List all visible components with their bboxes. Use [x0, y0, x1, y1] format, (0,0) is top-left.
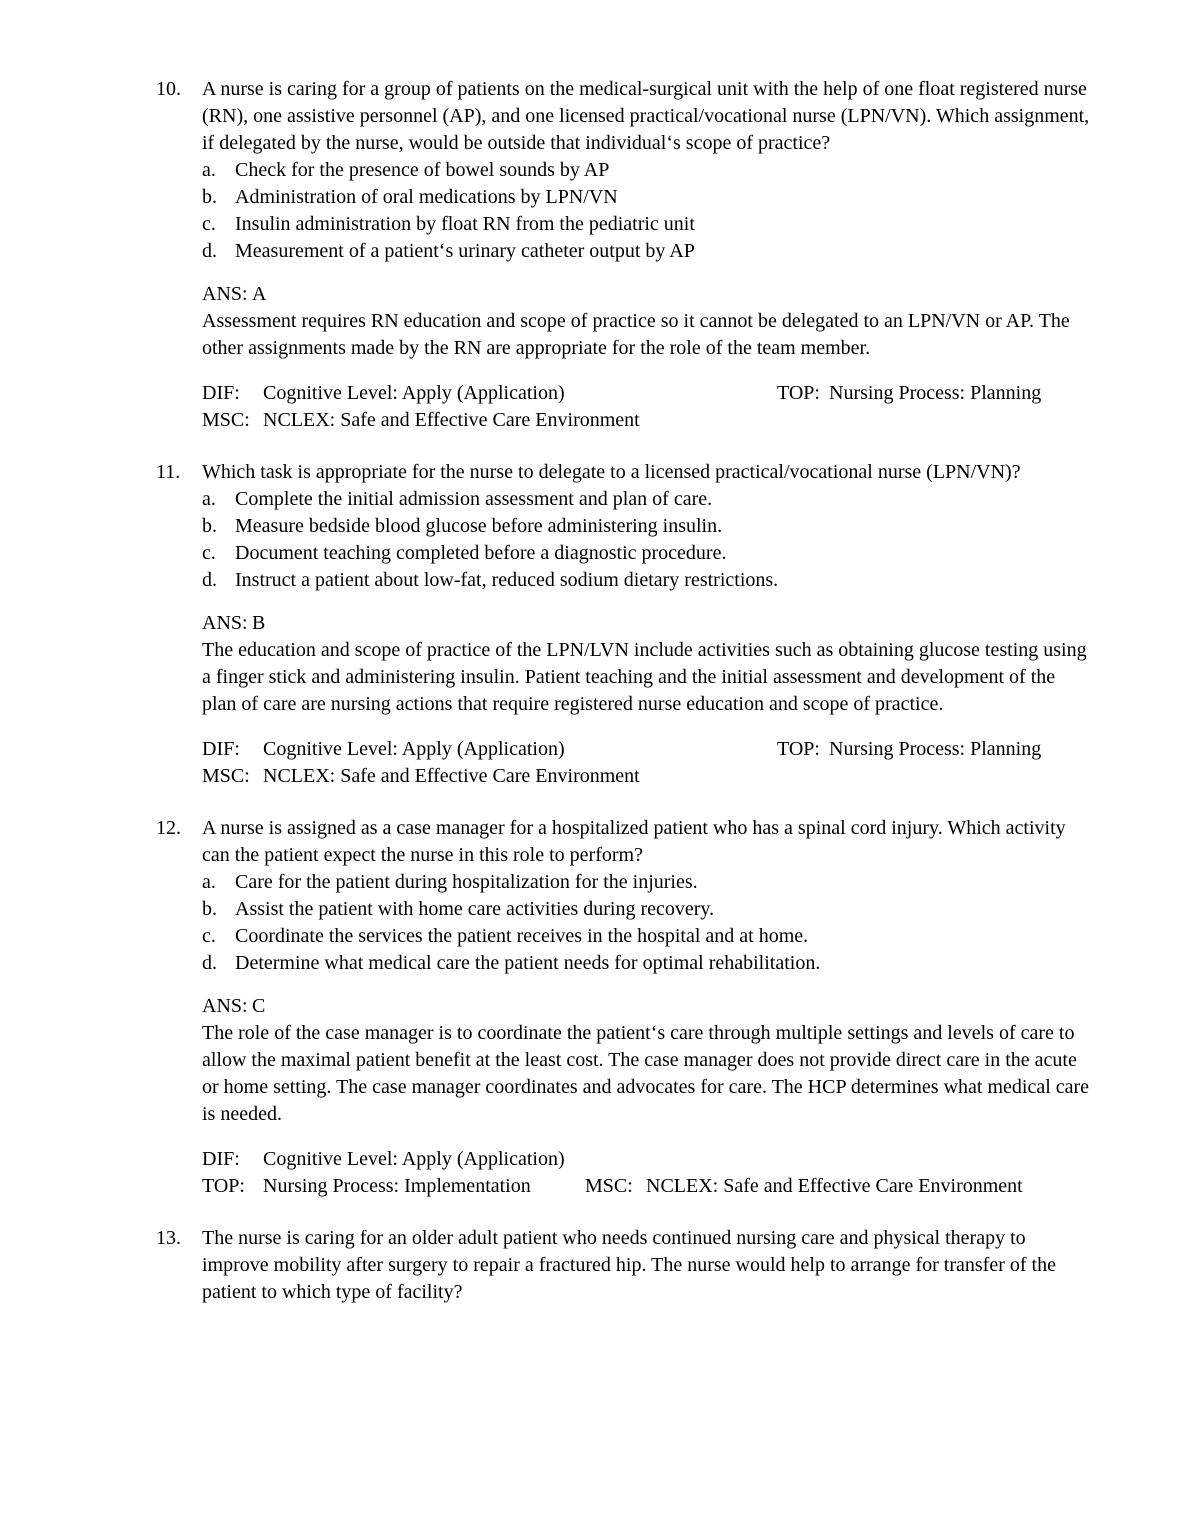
msc-value: NCLEX: Safe and Effective Care Environment: [646, 1175, 1023, 1197]
option-letter: a.: [202, 488, 216, 510]
meta-row-top-msc: [202, 1173, 1090, 1200]
option-letter: b.: [202, 186, 217, 208]
question-body: [202, 1225, 1090, 1306]
option-text: Check for the presence of bowel sounds by AP: [235, 159, 610, 181]
option-b: [202, 513, 1090, 540]
dif-label: DIF:: [202, 382, 240, 404]
option-letter: c.: [202, 925, 216, 947]
answer-section: [202, 281, 1090, 362]
dif-pair: [202, 738, 565, 760]
answer-options: [202, 157, 1090, 265]
option-text: Coordinate the services the patient receives in the hospital and at home.: [235, 925, 809, 947]
dif-value: Cognitive Level: Apply (Application): [263, 738, 565, 760]
question-body: [202, 815, 1090, 1200]
msc-value: NCLEX: Safe and Effective Care Environment: [263, 409, 640, 431]
dif-value: Cognitive Level: Apply (Application): [263, 1148, 565, 1170]
option-text: Measurement of a patient‘s urinary catheter output by AP: [235, 240, 695, 262]
msc-pair: [585, 1173, 1023, 1200]
top-label: TOP:: [202, 1175, 245, 1197]
option-c: [202, 211, 1090, 238]
top-label: TOP:: [777, 382, 820, 404]
option-letter: a.: [202, 871, 216, 893]
rationale-text: The role of the case manager is to coordinate the patient‘s care through multiple settings and levels of care to allow the maximal patient benefit at the least cost. The case manager does not provide direct care in the acute or home setting. The case manager coordinates and advocates for care. The HCP determines what medical care is needed.: [202, 1022, 1090, 1125]
option-b: [202, 184, 1090, 211]
top-value: Nursing Process: Planning: [829, 382, 1042, 404]
answer-label: ANS:: [202, 283, 248, 305]
question-12: [156, 815, 1190, 1200]
msc-value: NCLEX: Safe and Effective Care Environment: [263, 765, 640, 787]
option-text: Determine what medical care the patient needs for optimal rehabilitation.: [235, 952, 821, 974]
msc-label: MSC:: [202, 409, 250, 431]
question-body: [202, 459, 1090, 790]
option-letter: b.: [202, 515, 217, 537]
answer-section: [202, 993, 1090, 1128]
answer-value: B: [252, 612, 266, 634]
option-letter: b.: [202, 898, 217, 920]
option-text: Measure bedside blood glucose before administering insulin.: [235, 515, 723, 537]
meta-block: [202, 1146, 1090, 1200]
top-pair: [202, 1175, 531, 1197]
dif-label: DIF:: [202, 1148, 240, 1170]
answer-label: ANS:: [202, 995, 248, 1017]
meta-row-dif: [202, 1146, 1090, 1173]
answer-section: [202, 610, 1090, 718]
question-11: [156, 459, 1190, 790]
option-d: [202, 950, 1090, 977]
dif-pair: [202, 382, 565, 404]
question-10: [156, 76, 1190, 434]
option-letter: a.: [202, 159, 216, 181]
option-c: [202, 923, 1090, 950]
meta-block: [202, 380, 1090, 434]
question-number: 11.: [156, 461, 181, 483]
msc-label: MSC:: [202, 765, 250, 787]
question-text: The nurse is caring for an older adult patient who needs continued nursing care and physical therapy to improve mobility after surgery to repair a fractured hip. The nurse would help to arrange for transfer of the patient to which type of facility?: [202, 1227, 1056, 1303]
top-label: TOP:: [777, 738, 820, 760]
question-body: [202, 76, 1090, 434]
option-text: Insulin administration by float RN from the pediatric unit: [235, 213, 695, 235]
meta-row-msc: [202, 763, 1090, 790]
question-number: 13.: [156, 1227, 181, 1249]
option-text: Document teaching completed before a diagnostic procedure.: [235, 542, 727, 564]
meta-block: [202, 736, 1090, 790]
option-a: [202, 869, 1090, 896]
option-d: [202, 238, 1090, 265]
option-a: [202, 157, 1090, 184]
option-letter: d.: [202, 952, 217, 974]
option-letter: c.: [202, 213, 216, 235]
dif-value: Cognitive Level: Apply (Application): [263, 382, 565, 404]
meta-row-msc: [202, 407, 1090, 434]
option-letter: d.: [202, 240, 217, 262]
top-pair: [777, 380, 1041, 407]
option-text: Instruct a patient about low-fat, reduced sodium dietary restrictions.: [235, 569, 779, 591]
question-text: Which task is appropriate for the nurse to delegate to a licensed practical/vocational nurse (LPN/VN)?: [202, 461, 1021, 483]
dif-pair: [202, 1148, 565, 1170]
answer-line: [202, 281, 1090, 308]
question-number: 12.: [156, 817, 181, 839]
option-text: Administration of oral medications by LPN/VN: [235, 186, 618, 208]
option-d: [202, 567, 1090, 594]
msc-pair: [202, 409, 640, 431]
question-13: [156, 1225, 1190, 1306]
msc-label: MSC:: [585, 1175, 633, 1197]
dif-label: DIF:: [202, 738, 240, 760]
option-text: Care for the patient during hospitalization for the injuries.: [235, 871, 698, 893]
answer-label: ANS:: [202, 612, 248, 634]
rationale-text: Assessment requires RN education and scope of practice so it cannot be delegated to an LPN/VN or AP. The other assignments made by the RN are appropriate for the role of the team member.: [202, 310, 1070, 359]
answer-value: C: [252, 995, 266, 1017]
answer-value: A: [252, 283, 267, 305]
option-c: [202, 540, 1090, 567]
answer-line: [202, 993, 1090, 1020]
option-text: Assist the patient with home care activities during recovery.: [235, 898, 715, 920]
top-value: Nursing Process: Implementation: [263, 1175, 531, 1197]
top-pair: [777, 736, 1041, 763]
option-b: [202, 896, 1090, 923]
option-letter: d.: [202, 569, 217, 591]
msc-pair: [202, 765, 640, 787]
top-value: Nursing Process: Planning: [829, 738, 1042, 760]
answer-line: [202, 610, 1090, 637]
question-text: A nurse is caring for a group of patients on the medical-surgical unit with the help of one float registered nurse (RN), one assistive personnel (AP), and one licensed practical/vocational nurse (LPN/VN). Which assignment, if delegated by the nurse, would be outside that individual‘s scope of practice?: [202, 78, 1090, 154]
answer-options: [202, 486, 1090, 594]
question-text: A nurse is assigned as a case manager for a hospitalized patient who has a spinal cord injury. Which activity can the patient expect the nurse in this role to perform?: [202, 817, 1066, 866]
meta-row-dif-top: [202, 736, 1090, 763]
question-number: 10.: [156, 78, 181, 100]
rationale-text: The education and scope of practice of the LPN/LVN include activities such as obtaining glucose testing using a finger stick and administering insulin. Patient teaching and the initial assessment and development of the plan of care are nursing actions that require registered nurse education and scope of practice.: [202, 639, 1087, 715]
meta-row-dif-top: [202, 380, 1090, 407]
option-a: [202, 486, 1090, 513]
option-text: Complete the initial admission assessment and plan of care.: [235, 488, 713, 510]
answer-options: [202, 869, 1090, 977]
option-letter: c.: [202, 542, 216, 564]
